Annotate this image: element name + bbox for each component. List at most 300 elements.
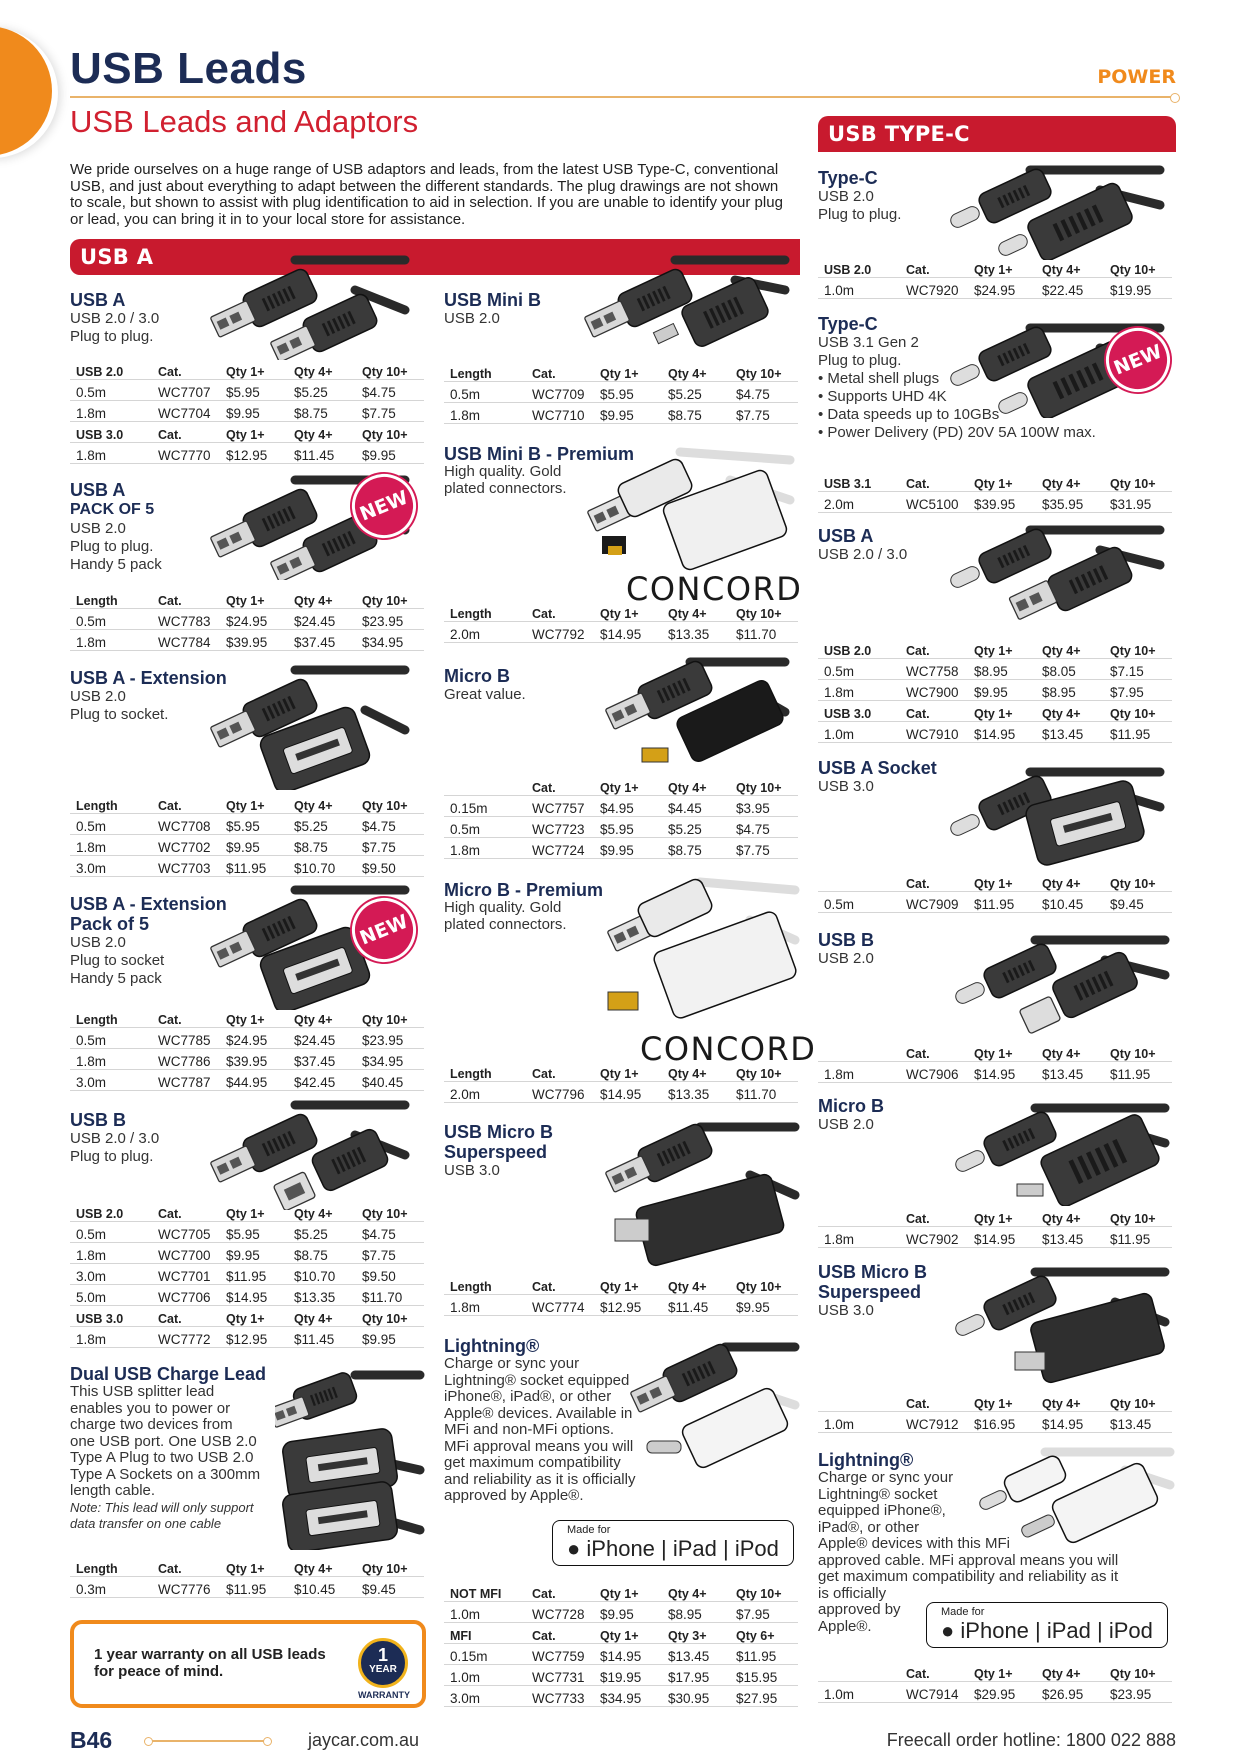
- table-cell: WC7704: [152, 400, 220, 421]
- table-header-row: [818, 1040, 1172, 1061]
- text-line: approved cable. MFi approval means you will: [818, 1551, 1119, 1569]
- table-row: [444, 381, 798, 402]
- table-cell: Qty 4+: [1036, 1040, 1104, 1061]
- table-cell: Qty 10+: [1104, 256, 1172, 277]
- table-cell: USB 2.0: [70, 358, 152, 379]
- table-cell: WC7708: [152, 813, 220, 834]
- table-cell: Qty 10+: [730, 1060, 798, 1081]
- table-header-row: [70, 421, 424, 442]
- table-cell: $11.95: [1104, 1226, 1172, 1247]
- table-cell: WC7701: [152, 1263, 220, 1284]
- price-table: [444, 1580, 798, 1707]
- text-line: Apple® devices with this MFi: [818, 1535, 1010, 1552]
- table-cell: Qty 4+: [1036, 256, 1104, 277]
- table-cell: $9.95: [594, 837, 662, 858]
- table-cell: Qty 10+: [1104, 870, 1172, 891]
- product-sub: Plug to plug.: [70, 328, 154, 345]
- table-cell: WC7706: [152, 1284, 220, 1305]
- table-row: [444, 795, 798, 816]
- table-cell: $24.95: [220, 1027, 288, 1048]
- table-cell: WC7702: [152, 834, 220, 855]
- text-line: Apple®.: [818, 1617, 872, 1635]
- seal-number: 1: [377, 1645, 388, 1665]
- table-cell: 1.8m: [444, 402, 526, 423]
- product-title: USB A - Extension: [70, 668, 227, 688]
- table-cell: Qty 1+: [594, 1580, 662, 1601]
- table-cell: Qty 10+: [356, 792, 424, 813]
- banner-type-c: USB TYPE-C: [818, 116, 1176, 152]
- table-row: [444, 816, 798, 837]
- table-cell: $39.95: [220, 1048, 288, 1069]
- usb-mini-b-cable-icon: [575, 250, 795, 360]
- product-sub: Plug to plug.: [818, 352, 902, 369]
- table-cell: $13.35: [662, 1081, 730, 1102]
- product-sub: plated connectors.: [444, 915, 567, 933]
- usb-b-cable-icon: [205, 1095, 415, 1210]
- table-cell: $13.35: [662, 621, 730, 642]
- product-title: USB A: [70, 290, 126, 310]
- table-cell: $11.45: [662, 1294, 730, 1315]
- table-cell: Qty 10+: [1104, 700, 1172, 721]
- table-cell: $8.75: [288, 1242, 356, 1263]
- table-cell: WC7906: [900, 1061, 968, 1082]
- table-cell: Qty 1+: [594, 360, 662, 381]
- product-usb-a: [70, 290, 159, 346]
- table-cell: $12.95: [594, 1294, 662, 1315]
- table-cell: $11.70: [730, 1081, 798, 1102]
- table-cell: Cat.: [900, 700, 968, 721]
- table-header-row: [444, 360, 798, 381]
- table-cell: 0.5m: [70, 608, 152, 629]
- table-cell: Qty 10+: [356, 358, 424, 379]
- warranty-text: 1 year warranty on all USB leads for peace of mind.: [94, 1646, 326, 1680]
- table-cell: WC7757: [526, 795, 594, 816]
- price-table: [818, 1390, 1172, 1433]
- table-cell: $10.70: [288, 1263, 356, 1284]
- table-cell: Qty 10+: [730, 1273, 798, 1294]
- table-cell: $5.95: [594, 381, 662, 402]
- product-sub: Plug to socket.: [70, 706, 169, 723]
- product-sub: USB 2.0: [444, 310, 500, 327]
- table-cell: Cat.: [526, 1580, 594, 1601]
- table-cell: 0.5m: [70, 813, 152, 834]
- table-cell: WC7792: [526, 621, 594, 642]
- table-header-row: [818, 870, 1172, 891]
- type-c-cable-icon: [950, 160, 1170, 260]
- price-table: [70, 358, 424, 464]
- product-sub: High quality. Gold: [444, 899, 562, 916]
- table-cell: $7.95: [730, 1601, 798, 1622]
- price-table: [444, 774, 798, 859]
- table-cell: Qty 4+: [1036, 700, 1104, 721]
- table-cell: $5.25: [288, 1221, 356, 1242]
- table-header-row: [444, 1622, 798, 1643]
- table-cell: Qty 10+: [356, 587, 424, 608]
- table-header-row: [70, 1200, 424, 1221]
- table-cell: 3.0m: [70, 1263, 152, 1284]
- table-cell: $29.95: [968, 1681, 1036, 1702]
- text-line: approved by Apple®.: [444, 1487, 584, 1504]
- mfi-devices: [941, 1618, 1153, 1644]
- table-cell: WC7920: [900, 277, 968, 298]
- table-cell: WC7784: [152, 629, 220, 650]
- table-cell: $35.95: [1036, 491, 1104, 512]
- table-cell: Qty 1+: [968, 1205, 1036, 1226]
- table-cell: WC7710: [526, 402, 594, 423]
- product-sub: USB 2.0: [70, 688, 126, 705]
- table-cell: $9.95: [730, 1294, 798, 1315]
- table-header-row: [444, 600, 798, 621]
- table-cell: Length: [444, 600, 526, 621]
- table-cell: $12.95: [220, 1326, 288, 1347]
- table-cell: Qty 1+: [968, 1390, 1036, 1411]
- page-title: USB Leads: [70, 44, 307, 93]
- table-cell: $30.95: [662, 1685, 730, 1706]
- product-usb-a-extension-pack: [70, 894, 227, 988]
- table-cell: USB 2.0: [818, 637, 900, 658]
- table-cell: $8.95: [1036, 679, 1104, 700]
- table-row: [70, 1284, 424, 1305]
- table-cell: 1.0m: [818, 1411, 900, 1432]
- table-cell: $4.45: [662, 795, 730, 816]
- table-row: [818, 1411, 1172, 1432]
- table-cell: $13.45: [1036, 1061, 1104, 1082]
- table-header-row: [818, 1390, 1172, 1411]
- table-row: [444, 1643, 798, 1664]
- table-cell: $7.75: [356, 834, 424, 855]
- table-header-row: [70, 1006, 424, 1027]
- table-cell: WC7912: [900, 1411, 968, 1432]
- apple-logo-icon: ●: [941, 1618, 955, 1643]
- table-cell: $4.75: [356, 379, 424, 400]
- table-header-row: [444, 774, 798, 795]
- table-cell: Qty 1+: [220, 1555, 288, 1576]
- seal-label: WARRANTY: [358, 1690, 410, 1700]
- table-cell: WC7902: [900, 1226, 968, 1247]
- table-cell: [818, 870, 900, 891]
- table-cell: Qty 1+: [594, 600, 662, 621]
- product-title: Superspeed: [444, 1142, 548, 1162]
- table-header-row: [818, 1205, 1172, 1226]
- price-table: [818, 870, 1172, 913]
- product-sub: High quality. Gold: [444, 463, 562, 480]
- table-cell: Qty 1+: [968, 1660, 1036, 1681]
- product-sub: Plug to plug.: [70, 538, 154, 555]
- mfi-devices-text: iPhone | iPad | iPod: [580, 1536, 779, 1561]
- table-cell: $5.95: [220, 379, 288, 400]
- text-line: charge two devices from: [70, 1416, 233, 1433]
- table-cell: $4.95: [594, 795, 662, 816]
- mfi-devices: [567, 1536, 779, 1562]
- table-row: [70, 834, 424, 855]
- text-line: • Metal shell plugs: [818, 370, 940, 387]
- table-cell: MFI: [444, 1622, 526, 1643]
- usb-a-cable-icon: [205, 250, 415, 360]
- table-cell: Qty 4+: [1036, 870, 1104, 891]
- table-cell: $8.95: [662, 1601, 730, 1622]
- section-tab: [0, 26, 52, 156]
- table-row: [70, 1069, 424, 1090]
- table-cell: $7.75: [356, 1242, 424, 1263]
- table-cell: USB 3.1: [818, 470, 900, 491]
- text-line: get maximum compatibility and reliability as it: [818, 1568, 1119, 1585]
- table-cell: $17.95: [662, 1664, 730, 1685]
- product-title: USB Micro B: [818, 1262, 928, 1282]
- product-title: USB A - Extension: [70, 894, 227, 914]
- table-cell: 0.5m: [70, 379, 152, 400]
- footer-url[interactable]: jaycar.com.au: [308, 1730, 420, 1750]
- table-cell: Qty 4+: [662, 774, 730, 795]
- table-cell: $11.95: [730, 1643, 798, 1664]
- table-cell: 1.8m: [70, 1242, 152, 1263]
- product-title: USB A Socket: [818, 758, 937, 778]
- footer-hotline: Freecall order hotline: 1800 022 888: [886, 1730, 1176, 1750]
- table-cell: 1.0m: [444, 1601, 526, 1622]
- text-line: enables you to power or: [70, 1399, 231, 1417]
- text-line: MFi approval means you will: [444, 1437, 634, 1455]
- table-cell: $15.95: [730, 1664, 798, 1685]
- table-cell: $23.95: [356, 1027, 424, 1048]
- table-cell: 1.8m: [444, 837, 526, 858]
- table-cell: $9.95: [220, 1242, 288, 1263]
- table-cell: Cat.: [900, 1040, 968, 1061]
- table-cell: $5.95: [220, 813, 288, 834]
- price-table: [818, 637, 1172, 743]
- table-cell: Qty 1+: [594, 1622, 662, 1643]
- table-cell: $9.95: [220, 834, 288, 855]
- table-cell: $39.95: [968, 491, 1036, 512]
- table-cell: 1.8m: [70, 1326, 152, 1347]
- table-cell: 0.5m: [818, 891, 900, 912]
- table-cell: $14.95: [594, 1081, 662, 1102]
- table-cell: 1.8m: [818, 1226, 900, 1247]
- product-sub: USB 3.0: [818, 1302, 874, 1319]
- table-cell: $11.45: [288, 442, 356, 463]
- table-cell: $10.70: [288, 855, 356, 876]
- table-row: [444, 1081, 798, 1102]
- text-line: approved by: [818, 1601, 901, 1618]
- price-table: [444, 1273, 798, 1316]
- product-sub: Plug to plug.: [70, 1148, 154, 1165]
- usb-micro-b-superspeed-cable-icon: [600, 1115, 800, 1270]
- table-cell: WC7774: [526, 1294, 594, 1315]
- table-cell: $13.45: [1036, 1226, 1104, 1247]
- table-cell: Qty 1+: [220, 587, 288, 608]
- table-header-row: [818, 256, 1172, 277]
- product-usb-a-extension: [70, 668, 227, 724]
- table-cell: Qty 10+: [1104, 470, 1172, 491]
- micro-b-cable-icon: [600, 652, 790, 777]
- table-cell: Qty 4+: [662, 1273, 730, 1294]
- table-cell: 1.8m: [444, 1294, 526, 1315]
- table-cell: $8.05: [1036, 658, 1104, 679]
- table-cell: Cat.: [526, 600, 594, 621]
- table-row: [70, 379, 424, 400]
- text-line: Lightning® socket: [818, 1485, 938, 1503]
- table-cell: WC7910: [900, 721, 968, 742]
- mfi-badge: [552, 1520, 794, 1566]
- product-sub: USB 2.0: [818, 188, 874, 205]
- table-cell: $11.70: [730, 621, 798, 642]
- table-cell: $24.45: [288, 608, 356, 629]
- product-type-c-usb-a-socket: [818, 758, 937, 796]
- text-line: is officially: [818, 1584, 887, 1602]
- table-cell: 0.15m: [444, 1643, 526, 1664]
- product-note: [70, 1500, 266, 1532]
- table-cell: Qty 1+: [220, 1006, 288, 1027]
- table-row: [818, 491, 1172, 512]
- warranty-box: [70, 1620, 426, 1708]
- product-type-c-micro-b: [818, 1096, 884, 1134]
- dual-usb-cable-icon: [275, 1360, 425, 1550]
- table-cell: WC7731: [526, 1664, 594, 1685]
- table-cell: WC5100: [900, 491, 968, 512]
- product-title: USB B: [70, 1110, 127, 1130]
- table-cell: $34.95: [356, 1048, 424, 1069]
- table-row: [444, 1294, 798, 1315]
- table-cell: Qty 10+: [356, 1305, 424, 1326]
- table-cell: $7.15: [1104, 658, 1172, 679]
- table-row: [818, 277, 1172, 298]
- table-cell: $7.95: [1104, 679, 1172, 700]
- table-cell: $34.95: [356, 629, 424, 650]
- table-row: [818, 1226, 1172, 1247]
- product-description: [444, 1356, 635, 1505]
- table-cell: Qty 4+: [1036, 1390, 1104, 1411]
- table-cell: Cat.: [526, 1060, 594, 1081]
- text-line: length cable.: [70, 1482, 156, 1499]
- table-cell: Qty 4+: [1036, 1205, 1104, 1226]
- table-cell: NOT MFI: [444, 1580, 526, 1601]
- table-cell: WC7783: [152, 608, 220, 629]
- table-header-row: [444, 1273, 798, 1294]
- new-badge: NEW: [1096, 318, 1179, 401]
- table-cell: Qty 1+: [968, 637, 1036, 658]
- table-row: [70, 1048, 424, 1069]
- intro-text: We pride ourselves on a huge range of USB adaptors and leads, from the latest USB Type-C, conventional USB, and just about everything to adapt between the different standards. The plug drawings are not shown to scale, but shown to assist with plug identification to aid in selection. If you are unable to identify your plug or lead, you can bring it in to your local store for assistance.: [70, 161, 783, 228]
- table-header-row: [70, 1305, 424, 1326]
- table-cell: WC7776: [152, 1576, 220, 1597]
- micro-b-premium-cable-icon: [600, 870, 800, 1030]
- table-cell: 1.8m: [818, 679, 900, 700]
- table-cell: $40.45: [356, 1069, 424, 1090]
- table-cell: Cat.: [152, 1555, 220, 1576]
- text-line: Lightning® socket equipped: [444, 1371, 630, 1389]
- table-row: [70, 629, 424, 650]
- table-cell: WC7786: [152, 1048, 220, 1069]
- table-cell: Qty 4+: [288, 1006, 356, 1027]
- table-cell: WC7723: [526, 816, 594, 837]
- product-micro-b: [444, 666, 526, 704]
- table-row: [818, 658, 1172, 679]
- table-header-row: [444, 1580, 798, 1601]
- table-cell: $13.35: [288, 1284, 356, 1305]
- product-title: Pack of 5: [70, 914, 150, 934]
- table-cell: $39.95: [220, 629, 288, 650]
- product-sub: USB 3.1 Gen 2: [818, 334, 919, 351]
- table-cell: $14.95: [1036, 1411, 1104, 1432]
- product-title: Type-C: [818, 168, 878, 188]
- table-cell: Qty 4+: [288, 1305, 356, 1326]
- table-cell: $13.45: [662, 1643, 730, 1664]
- table-cell: Qty 4+: [1036, 637, 1104, 658]
- product-lightning: [444, 1336, 635, 1505]
- table-cell: $4.75: [356, 1221, 424, 1242]
- product-sub: USB 2.0 / 3.0: [70, 1130, 160, 1147]
- table-cell: $5.25: [288, 813, 356, 834]
- table-cell: 1.0m: [818, 277, 900, 298]
- product-title: USB A: [70, 480, 126, 500]
- table-cell: Cat.: [526, 1273, 594, 1294]
- table-cell: 1.8m: [70, 629, 152, 650]
- product-sub: USB 2.0: [818, 1116, 874, 1133]
- table-row: [818, 1681, 1172, 1702]
- table-row: [70, 442, 424, 463]
- product-type-c-usb-b: [818, 930, 874, 968]
- table-cell: $7.75: [356, 400, 424, 421]
- table-cell: $8.75: [662, 402, 730, 423]
- product-title: USB A: [818, 526, 874, 546]
- table-row: [70, 1027, 424, 1048]
- table-cell: 3.0m: [70, 855, 152, 876]
- text-line: This USB splitter lead: [70, 1383, 215, 1400]
- table-cell: 3.0m: [444, 1685, 526, 1706]
- table-cell: $27.95: [730, 1685, 798, 1706]
- table-cell: Length: [70, 1555, 152, 1576]
- table-row: [70, 813, 424, 834]
- table-cell: Cat.: [152, 358, 220, 379]
- table-cell: Qty 10+: [356, 1006, 424, 1027]
- header-rule: [70, 96, 1176, 98]
- table-cell: Qty 10+: [1104, 637, 1172, 658]
- table-cell: $12.95: [220, 442, 288, 463]
- table-cell: 0.5m: [818, 658, 900, 679]
- table-cell: Length: [444, 1060, 526, 1081]
- table-cell: $13.45: [1104, 1411, 1172, 1432]
- table-cell: 0.5m: [70, 1027, 152, 1048]
- table-cell: Qty 10+: [1104, 1390, 1172, 1411]
- table-cell: $4.75: [730, 816, 798, 837]
- text-line: iPad®, or other: [818, 1518, 920, 1536]
- product-title: Micro B: [818, 1096, 885, 1116]
- table-cell: Cat.: [152, 421, 220, 442]
- table-cell: 0.3m: [70, 1576, 152, 1597]
- table-cell: [818, 1660, 900, 1681]
- table-cell: Qty 3+: [662, 1622, 730, 1643]
- table-cell: Qty 4+: [288, 587, 356, 608]
- product-sub: USB 3.0: [444, 1162, 500, 1179]
- mfi-made-for: Made for: [941, 1606, 985, 1618]
- price-table: [818, 470, 1172, 513]
- table-cell: $19.95: [1104, 277, 1172, 298]
- new-badge: NEW: [342, 888, 425, 971]
- table-header-row: [70, 587, 424, 608]
- product-title: Lightning®: [444, 1336, 540, 1356]
- lightning-cable-icon: [625, 1335, 800, 1470]
- table-cell: $37.45: [288, 629, 356, 650]
- table-cell: Cat.: [900, 1205, 968, 1226]
- table-cell: Qty 4+: [288, 792, 356, 813]
- table-cell: Cat.: [526, 774, 594, 795]
- table-cell: 2.0m: [444, 1081, 526, 1102]
- table-cell: $9.95: [968, 679, 1036, 700]
- table-row: [70, 1221, 424, 1242]
- table-cell: Qty 1+: [968, 700, 1036, 721]
- table-cell: $5.25: [288, 379, 356, 400]
- mfi-devices-text: iPhone | iPad | iPod: [954, 1618, 1153, 1643]
- table-cell: Cat.: [900, 1390, 968, 1411]
- table-cell: Qty 1+: [220, 792, 288, 813]
